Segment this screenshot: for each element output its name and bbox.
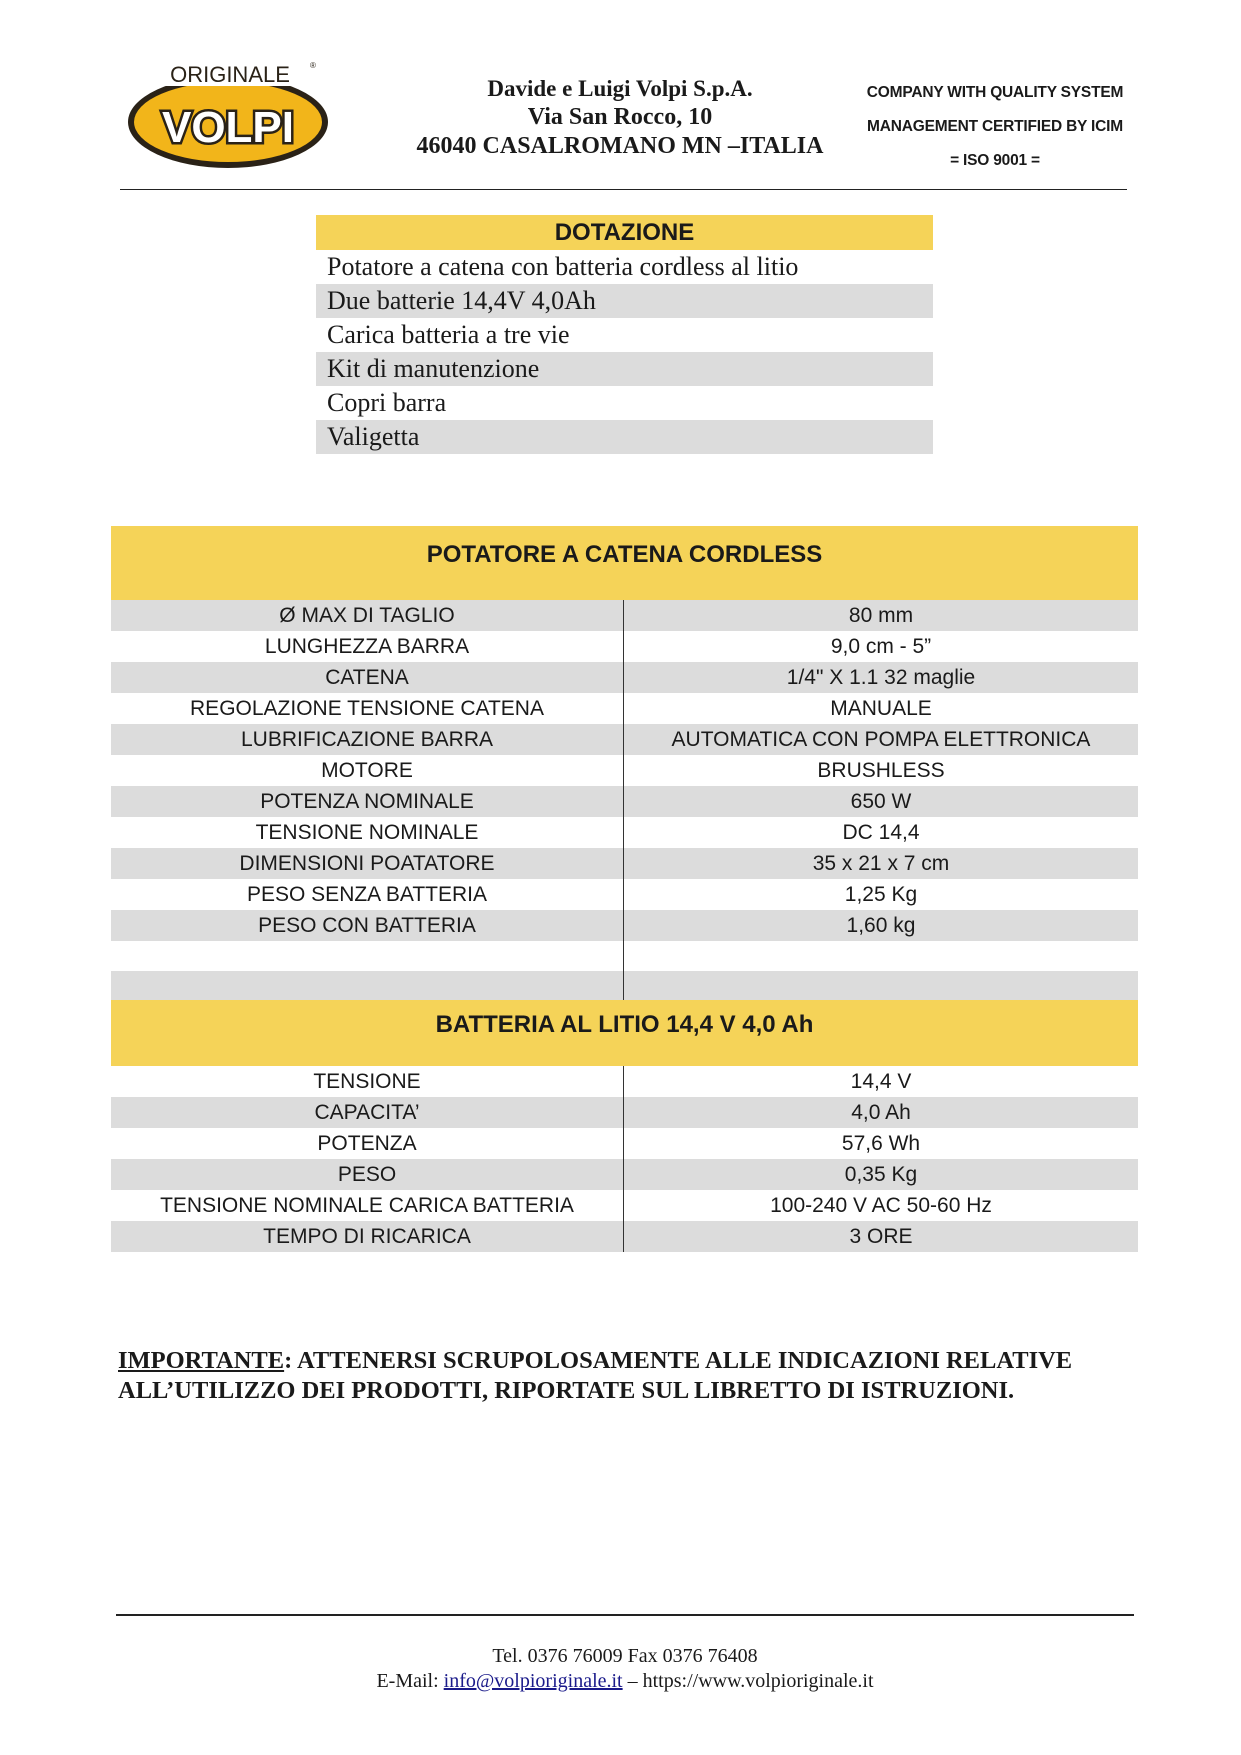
spec-value: 100-240 V AC 50-60 Hz <box>770 1194 992 1217</box>
spec-label: CATENA <box>111 662 624 693</box>
batteria-spec-table <box>111 1000 1138 1252</box>
quality-line-3: = ISO 9001 = <box>950 152 1040 169</box>
important-notice <box>118 1346 1128 1406</box>
notice-lead: IMPORTANTE <box>118 1347 285 1374</box>
footer-contacts <box>250 1644 1000 1694</box>
dotazione-item: Due batterie 14,4V 4,0Ah <box>316 284 933 318</box>
spec-row <box>111 724 1138 755</box>
spec-label: TEMPO DI RICARICA <box>111 1221 624 1252</box>
company-city: 46040 CASALROMANO MN –ITALIA <box>416 133 824 159</box>
spec-row <box>111 1159 1138 1190</box>
spec-value: 1/4" X 1.1 32 maglie <box>786 666 976 689</box>
logo-text-main: VOLPI <box>161 103 295 152</box>
spec-label: POTENZA NOMINALE <box>111 786 624 817</box>
spec-row <box>111 1097 1138 1128</box>
spec-row <box>111 755 1138 786</box>
dotazione-table <box>316 215 933 454</box>
spec-value: 14,4 V <box>850 1070 912 1093</box>
quality-line-2: MANAGEMENT CERTIFIED BY ICIM <box>867 118 1123 135</box>
spec-row <box>111 1221 1138 1252</box>
spec-value: 4,0 Ah <box>851 1101 911 1124</box>
spec-label: TENSIONE <box>111 1066 624 1097</box>
spec-label: DIMENSIONI POATATORE <box>111 848 624 879</box>
footer-email-label: E-Mail: <box>376 1670 444 1692</box>
header-divider <box>120 189 1127 190</box>
company-address <box>380 74 860 161</box>
spec-row <box>111 1128 1138 1159</box>
spec-row <box>111 631 1138 662</box>
website-link[interactable]: https://www.volpioriginale.it <box>642 1670 874 1692</box>
footer-separator: – <box>622 1670 643 1692</box>
spec-row <box>111 879 1138 910</box>
spec-value: 3 ORE <box>849 1225 913 1248</box>
spec-label: LUNGHEZZA BARRA <box>111 631 624 662</box>
spec-row <box>111 817 1138 848</box>
spec-label: TENSIONE NOMINALE CARICA BATTERIA <box>111 1190 624 1221</box>
spec-value: 9,0 cm - 5” <box>830 635 932 658</box>
spec-empty-cell <box>111 971 624 1001</box>
spec-label: LUBRIFICAZIONE BARRA <box>111 724 624 755</box>
spec-row-empty <box>111 971 1138 1001</box>
spec-row <box>111 1066 1138 1097</box>
spec-row <box>111 693 1138 724</box>
company-street: Via San Rocco, 10 <box>527 104 713 130</box>
spec-label: Ø MAX DI TAGLIO <box>111 600 624 631</box>
notice-text: : ATTENERSI SCRUPOLOSAMENTE ALLE INDICAZIONI RELATIVE ALL’UTILIZZO DEI PRODOTTI, RIPORTATE SUL LIBRETTO DI ISTRUZIONI. <box>118 1347 1073 1404</box>
spec-label: POTENZA <box>111 1128 624 1159</box>
dotazione-item: Carica batteria a tre vie <box>327 320 570 349</box>
spec-row <box>111 848 1138 879</box>
spec-label: PESO <box>111 1159 624 1190</box>
footer-divider <box>116 1614 1134 1616</box>
batteria-title: BATTERIA AL LITIO 14,4 V 4,0 Ah <box>111 1000 1138 1066</box>
spec-value: AUTOMATICA CON POMPA ELETTRONICA <box>671 728 1091 751</box>
spec-value: 650 W <box>850 790 912 813</box>
spec-value: DC 14,4 <box>842 821 920 844</box>
spec-value: BRUSHLESS <box>817 759 945 782</box>
spec-row-empty <box>111 941 1138 971</box>
footer-phone: Tel. 0376 76009 Fax 0376 76408 <box>492 1645 758 1667</box>
spec-label: MOTORE <box>111 755 624 786</box>
logo-text-top: ORIGINALE <box>170 62 290 87</box>
dotazione-item: Valigetta <box>316 420 933 454</box>
spec-row <box>111 786 1138 817</box>
dotazione-item: Potatore a catena con batteria cordless al litio <box>327 252 799 281</box>
spec-row <box>111 600 1138 631</box>
volpi-logo <box>124 60 334 172</box>
potatore-spec-table <box>111 526 1138 1001</box>
spec-value: 1,25 Kg <box>844 883 918 906</box>
spec-row <box>111 1190 1138 1221</box>
dotazione-title: DOTAZIONE <box>316 215 933 250</box>
dotazione-item: Copri barra <box>327 388 447 417</box>
spec-value: 0,35 Kg <box>844 1163 918 1186</box>
email-link[interactable]: info@volpioriginale.it <box>443 1670 623 1692</box>
spec-empty-cell <box>624 941 1138 971</box>
spec-label: TENSIONE NOMINALE <box>111 817 624 848</box>
spec-value: 80 mm <box>848 604 914 627</box>
spec-value: 35 x 21 x 7 cm <box>812 852 950 875</box>
dotazione-item: Kit di manutenzione <box>316 352 933 386</box>
spec-empty-cell <box>111 941 624 971</box>
spec-label: PESO CON BATTERIA <box>111 910 624 941</box>
spec-label: CAPACITA’ <box>111 1097 624 1128</box>
company-name: Davide e Luigi Volpi S.p.A. <box>487 76 753 101</box>
spec-value: 1,60 kg <box>846 914 916 937</box>
spec-row <box>111 910 1138 941</box>
spec-value: MANUALE <box>830 697 932 720</box>
spec-empty-cell <box>624 971 1138 1001</box>
potatore-title: POTATORE A CATENA CORDLESS <box>111 526 1138 600</box>
quality-certification <box>850 76 1140 178</box>
spec-row <box>111 662 1138 693</box>
spec-label: REGOLAZIONE TENSIONE CATENA <box>111 693 624 724</box>
quality-line-1: COMPANY WITH QUALITY SYSTEM <box>866 84 1124 101</box>
spec-value: 57,6 Wh <box>841 1132 921 1155</box>
footer-email-line <box>250 1669 1000 1694</box>
logo-registered-mark: ® <box>310 61 316 70</box>
spec-label: PESO SENZA BATTERIA <box>111 879 624 910</box>
